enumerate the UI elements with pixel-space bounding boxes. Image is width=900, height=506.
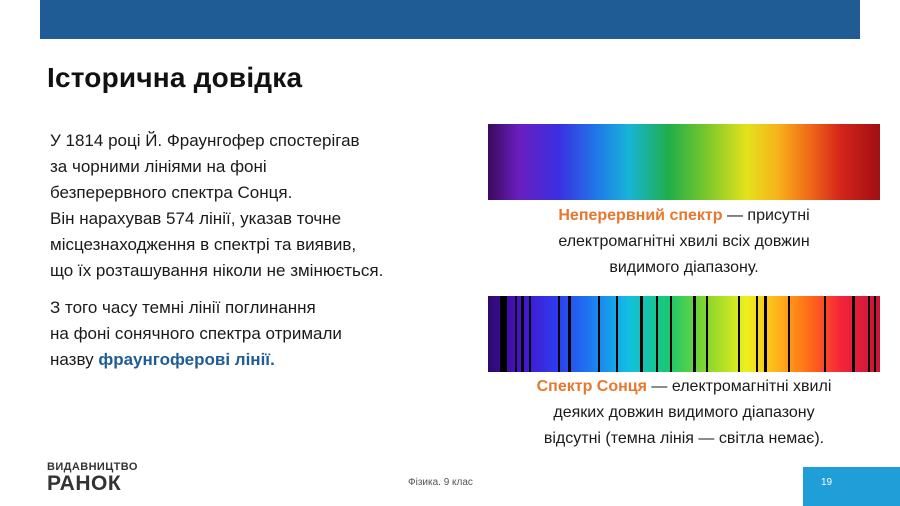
- paragraph-1: [50, 128, 480, 284]
- absorption-line: [852, 296, 855, 372]
- paragraph-2: [50, 295, 480, 373]
- caption-text: електромагнітні хвилі всіх довжин: [558, 233, 810, 250]
- text-line: Він нарахував 574 лінії, указав точне: [50, 209, 342, 228]
- header-bar: [40, 0, 860, 39]
- text-line: З того часу темні лінії поглинання: [50, 298, 316, 317]
- absorption-line: [529, 296, 531, 372]
- absorption-line: [824, 296, 826, 372]
- absorption-line: [656, 296, 658, 372]
- text-line: У 1814 році Й. Фраунгофер спостерігав: [50, 131, 360, 150]
- solar-spectrum-image: [488, 296, 880, 372]
- absorption-line: [764, 296, 767, 372]
- absorption-line: [568, 296, 571, 372]
- course-label: Фізика. 9 клас: [408, 477, 473, 488]
- continuous-spectrum-caption: [488, 203, 880, 281]
- page-number: 19: [821, 477, 833, 488]
- continuous-spectrum-term: Неперервний спектр: [558, 207, 723, 224]
- history-text: [50, 128, 480, 373]
- continuous-spectrum-image: [488, 124, 880, 200]
- absorption-line: [868, 296, 870, 372]
- absorption-line: [706, 296, 708, 372]
- text-line: на фоні сонячного спектра отримали: [50, 324, 342, 343]
- absorption-line: [504, 296, 507, 372]
- absorption-line: [558, 296, 560, 372]
- text-prefix: назву: [50, 350, 99, 369]
- page-number-box: [803, 467, 900, 506]
- text-line: [50, 347, 480, 373]
- absorption-line: [738, 296, 740, 372]
- caption-text: — електромагнітні хвилі: [646, 378, 832, 395]
- absorption-line: [616, 296, 618, 372]
- absorption-line: [598, 296, 600, 372]
- absorption-line: [515, 296, 517, 372]
- text-line: місцезнаходження в спектрі та виявив,: [50, 235, 357, 254]
- publisher-logo: [47, 461, 138, 495]
- solar-spectrum-caption: [488, 374, 880, 452]
- fraunhofer-lines-highlight: фраунгоферові лінії.: [98, 350, 275, 369]
- text-line: безперервного спектра Сонця.: [50, 183, 293, 202]
- solar-spectrum-term: Спектр Сонця: [536, 378, 647, 395]
- absorption-line: [756, 296, 758, 372]
- logo-main-text: РАНОК: [47, 472, 122, 495]
- caption-text: видимого діапазону.: [609, 259, 759, 276]
- absorption-line: [670, 296, 672, 372]
- caption-text: відсутні (темна лінія — світла немає).: [543, 430, 825, 447]
- absorption-line: [521, 296, 524, 372]
- caption-text: — присутні: [722, 207, 810, 224]
- text-line: що їх розташування ніколи не змінюється.: [50, 261, 384, 280]
- logo-top-text: ВИДАВНИЦТВО: [47, 461, 138, 473]
- absorption-line: [693, 296, 696, 372]
- absorption-line: [874, 296, 876, 372]
- text-line: за чорними лініями на фоні: [50, 157, 267, 176]
- page-title: Історична довідка: [47, 62, 303, 93]
- caption-text: деяких довжин видимого діапазону: [553, 404, 815, 421]
- absorption-line: [788, 296, 790, 372]
- absorption-line: [640, 296, 643, 372]
